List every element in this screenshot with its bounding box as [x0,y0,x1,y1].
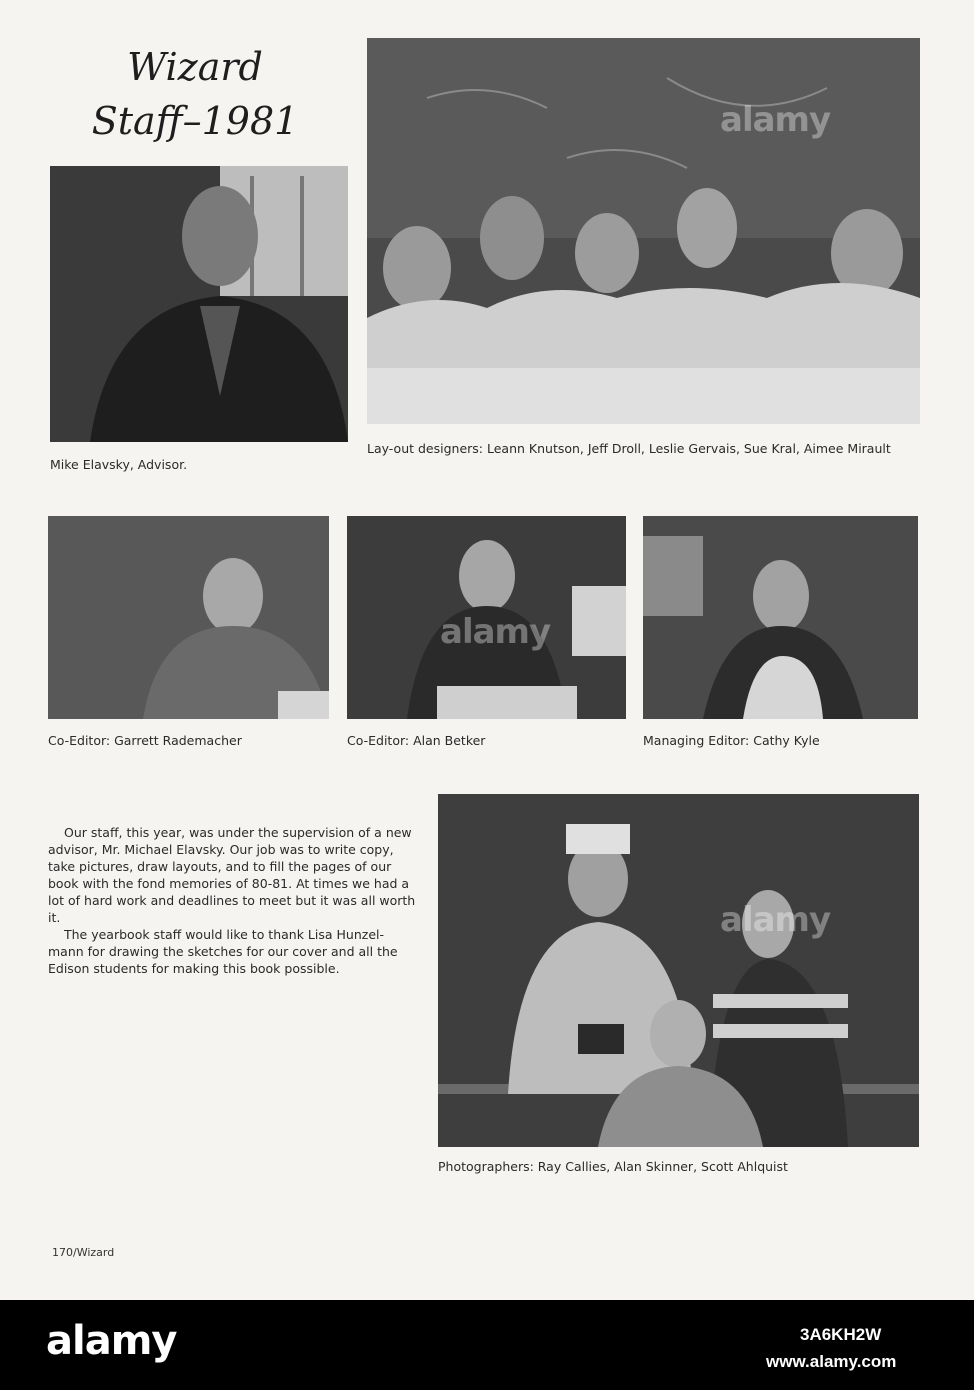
photo-coeditor-garrett [48,516,329,719]
title-line-2: Staff–1981 [91,99,299,143]
caption-coeditor-alan: Co-Editor: Alan Betker [347,733,486,748]
caption-managing-editor: Managing Editor: Cathy Kyle [643,733,820,748]
watermark-1: alamy [720,100,831,140]
photo-photographers-image [438,794,919,1147]
photo-layout-designers-image [367,38,920,424]
body-copy [48,824,418,977]
photo-photographers [438,794,919,1147]
watermark-2: alamy [440,612,551,652]
caption-advisor: Mike Elavsky, Advisor. [50,457,188,472]
photo-advisor [50,166,348,442]
photo-managing-editor-image [643,516,918,719]
page-title [60,40,330,148]
photo-coeditor-garrett-image [48,516,329,719]
stock-image-id: 3A6KH2W [800,1325,882,1344]
page-folio: 170/Wizard [52,1246,115,1259]
stock-brand-logo: alamy [46,1318,177,1364]
stock-site-link[interactable]: www.alamy.com [766,1352,897,1371]
caption-coeditor-garrett: Co-Editor: Garrett Rademacher [48,733,242,748]
caption-layout-designers: Lay-out designers: Leann Knutson, Jeff Droll, Leslie Gervais, Sue Kral, Aimee Mirault [367,441,891,456]
title-line-1: Wizard [127,45,263,89]
body-paragraph-2: The yearbook staff would like to thank Lisa Hunzel-mann for drawing the sketches for our cover and all the Edison students for making this book possible. [48,927,398,976]
caption-photographers: Photographers: Ray Callies, Alan Skinner, Scott Ahlquist [438,1159,788,1174]
photo-managing-editor [643,516,918,719]
body-paragraph-1: Our staff, this year, was under the supervision of a new advisor, Mr. Michael Elavsky. Our job was to write copy, take pictures, draw layouts, and to fill the pages of our book with the fond memories of 80-81. At times we had a lot of hard work and deadlines to meet but it was all worth it. [48,825,416,925]
photo-advisor-image [50,166,348,442]
photo-layout-designers [367,38,920,424]
watermark-3: alamy [720,900,831,940]
